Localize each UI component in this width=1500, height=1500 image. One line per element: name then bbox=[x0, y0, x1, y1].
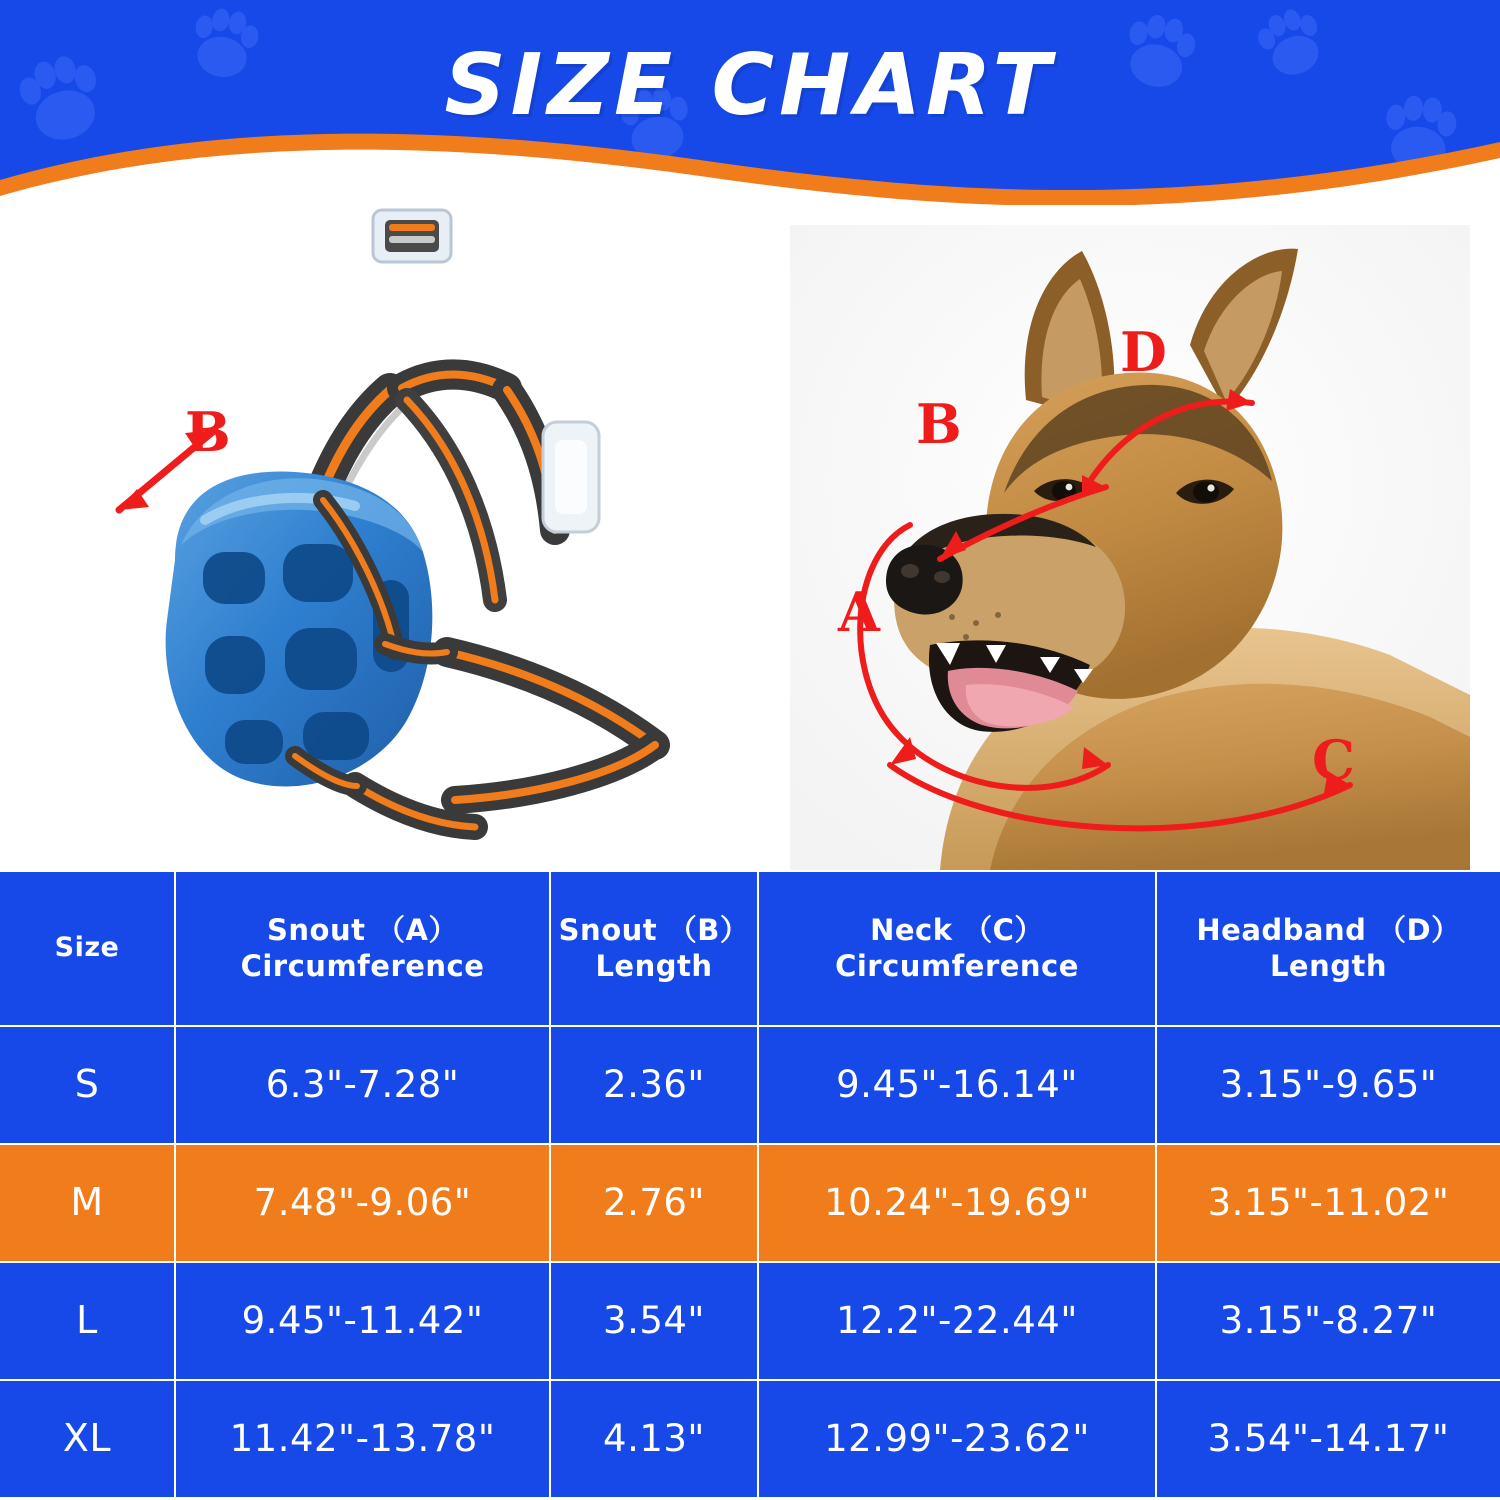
muzzle-product-image bbox=[55, 200, 755, 860]
column-header-neck-circumference-line1: Neck （C） bbox=[870, 913, 1044, 948]
column-header-snout-circumference-line2: Circumference bbox=[240, 948, 485, 983]
cell-size: M bbox=[0, 1145, 176, 1261]
cell-neck-circumference: 12.99"-23.62" bbox=[759, 1381, 1157, 1497]
cell-snout-length: 3.54" bbox=[551, 1263, 759, 1379]
column-header-snout-length bbox=[551, 872, 759, 1025]
column-header-snout-length-line1: Snout （B） bbox=[558, 913, 750, 948]
cell-snout-circumference: 11.42"-13.78" bbox=[176, 1381, 551, 1497]
column-header-size bbox=[0, 872, 176, 1025]
cell-size: XL bbox=[0, 1381, 176, 1497]
cell-headband-length: 3.15"-8.27" bbox=[1219, 1298, 1438, 1342]
column-header-headband-length bbox=[1157, 872, 1500, 1025]
table-header-row bbox=[0, 872, 1500, 1025]
column-header-size-label: Size bbox=[54, 932, 120, 964]
page-title: SIZE CHART bbox=[444, 36, 1056, 135]
cell-snout-length: 2.76" bbox=[551, 1145, 759, 1261]
cell-size: S bbox=[0, 1027, 176, 1143]
table-row-highlighted bbox=[0, 1143, 1500, 1261]
label-c-dog: C bbox=[1312, 728, 1355, 792]
label-b-dog: B bbox=[916, 392, 962, 456]
cell-snout-length: 2.36" bbox=[551, 1027, 759, 1143]
cell-snout-circumference: 6.3"-7.28" bbox=[176, 1027, 551, 1143]
header-wave-divider bbox=[0, 120, 1500, 205]
cell-snout-length: 4.13" bbox=[551, 1381, 759, 1497]
cell-neck-circumference: 10.24"-19.69" bbox=[759, 1145, 1157, 1261]
label-a-dog: A bbox=[838, 580, 880, 644]
column-header-neck-circumference-line2: Circumference bbox=[835, 948, 1079, 983]
cell-snout-circumference: 9.45"-11.42" bbox=[176, 1263, 551, 1379]
label-d-dog: D bbox=[1120, 320, 1167, 384]
size-chart-table bbox=[0, 872, 1500, 1500]
table-row bbox=[0, 1261, 1500, 1379]
cell-neck-circumference: 12.2"-22.44" bbox=[759, 1263, 1157, 1379]
header-banner bbox=[0, 0, 1500, 205]
column-header-snout-circumference bbox=[176, 872, 551, 1025]
dog-reference-image bbox=[790, 225, 1470, 870]
cell-headband-length: 3.54"-14.17" bbox=[1207, 1416, 1450, 1460]
cell-size: L bbox=[0, 1263, 176, 1379]
column-header-snout-length-line2: Length bbox=[595, 948, 713, 983]
column-header-neck-circumference bbox=[759, 872, 1157, 1025]
table-row bbox=[0, 1379, 1500, 1497]
column-header-headband-length-line1: Headband （D） bbox=[1196, 913, 1461, 948]
column-header-headband-length-line2: Length bbox=[1269, 948, 1388, 983]
cell-snout-circumference: 7.48"-9.06" bbox=[176, 1145, 551, 1261]
table-row bbox=[0, 1025, 1500, 1143]
cell-headband-length: 3.15"-11.02" bbox=[1207, 1180, 1450, 1224]
column-header-snout-circumference-line1: Snout （A） bbox=[266, 913, 458, 948]
label-b-muzzle: B bbox=[185, 400, 231, 464]
cell-neck-circumference: 9.45"-16.14" bbox=[759, 1027, 1157, 1143]
cell-headband-length: 3.15"-9.65" bbox=[1219, 1062, 1438, 1106]
product-photo-area bbox=[0, 205, 1500, 870]
